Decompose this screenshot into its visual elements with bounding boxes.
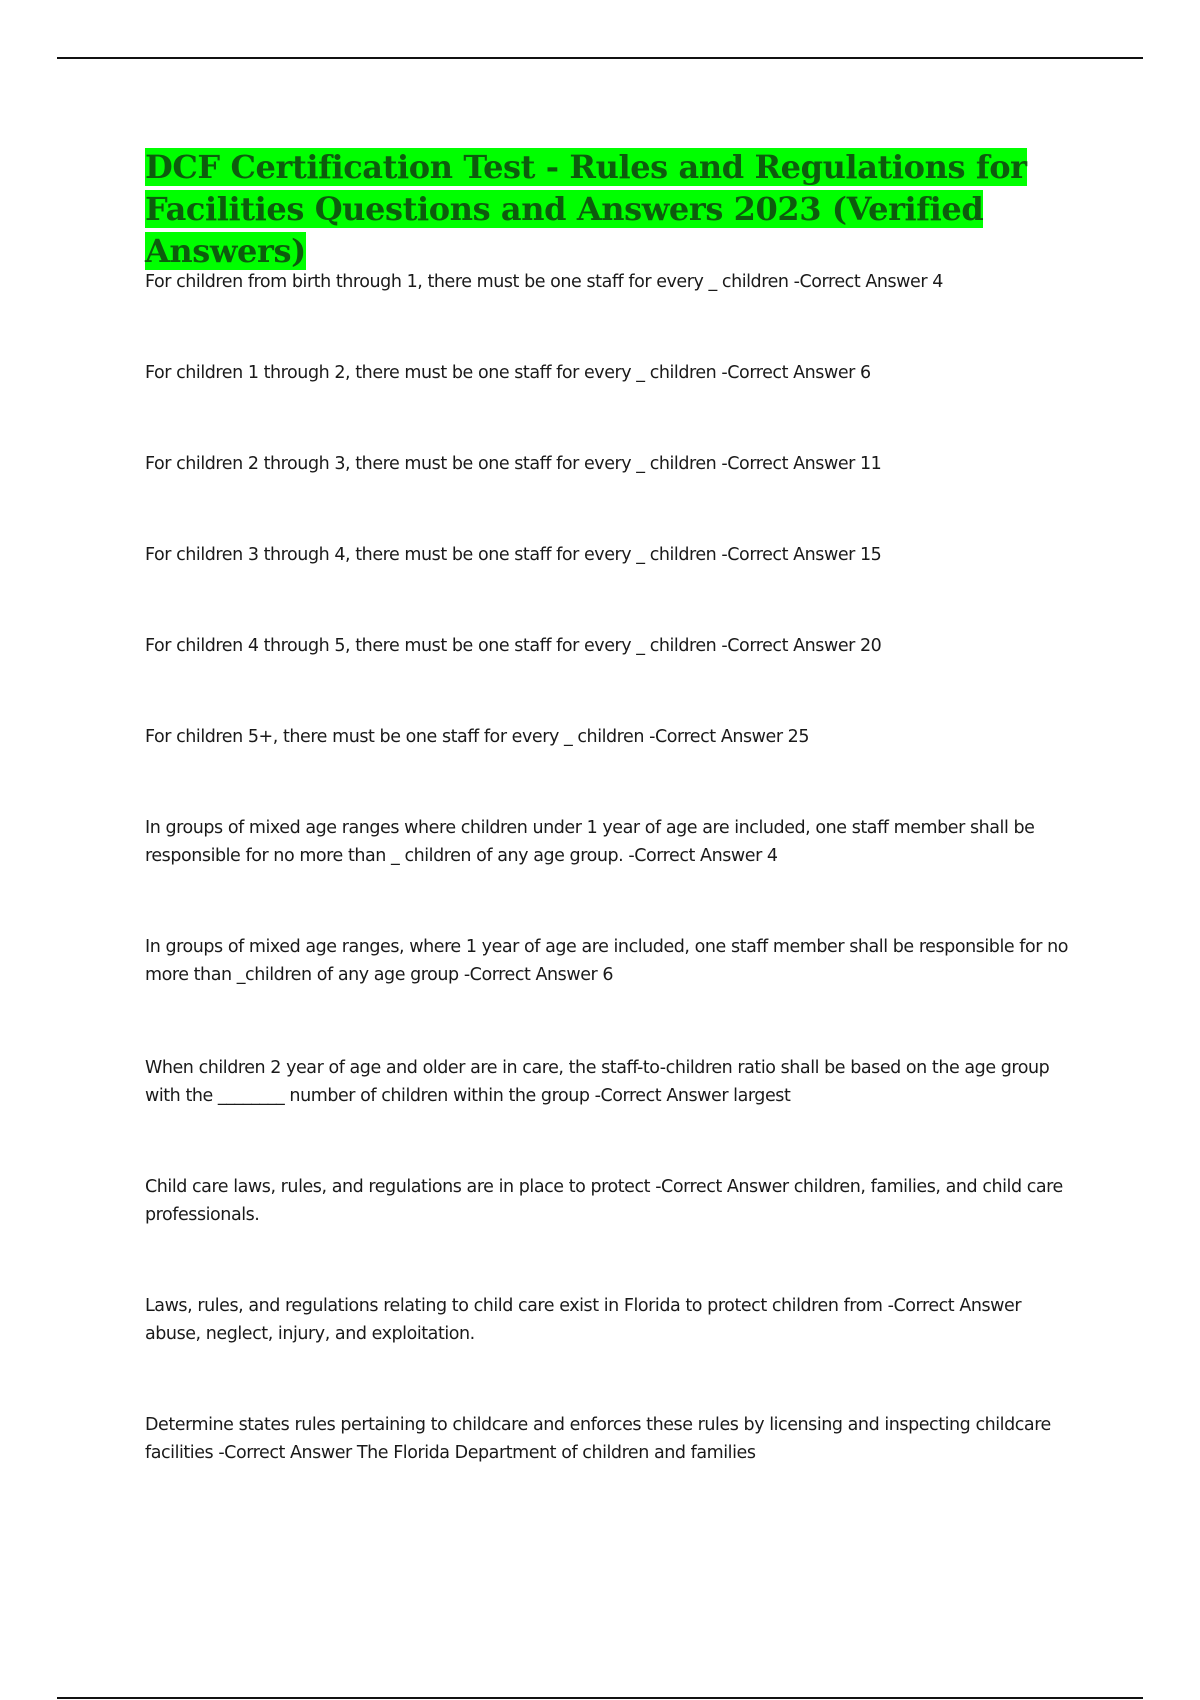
title-highlight: DCF Certification Test - Rules and Regulations for Facilities Questions and Answers 2023 (Verified Answers)	[145, 148, 1027, 270]
qa-item: Laws, rules, and regulations relating to child care exist in Florida to protect children from -Correct Answer abuse, neglect, injury, and exploitation.	[145, 1296, 1022, 1344]
qa-item: For children 3 through 4, there must be one staff for every _ children -Correct Answer 15	[145, 545, 882, 565]
bottom-divider	[57, 1697, 1143, 1699]
qa-item: When children 2 year of age and older are in care, the staff-to-children ratio shall be based on the age group with the ________ number of children within the group -Correct Answer largest	[145, 1058, 1050, 1106]
qa-item: Determine states rules pertaining to childcare and enforces these rules by licensing and inspecting childcare facilities -Correct Answer The Florida Department of children and families	[145, 1415, 1051, 1463]
qa-item: For children from birth through 1, there must be one staff for every _ children -Correct Answer 4	[145, 272, 943, 292]
qa-item: For children 4 through 5, there must be one staff for every _ children -Correct Answer 20	[145, 636, 882, 656]
qa-item: For children 2 through 3, there must be one staff for every _ children -Correct Answer 11	[145, 454, 882, 474]
qa-item: For children 5+, there must be one staff for every _ children -Correct Answer 25	[145, 727, 810, 747]
qa-item: In groups of mixed age ranges where children under 1 year of age are included, one staff member shall be responsible for no more than _ children of any age group. -Correct Answer 4	[145, 818, 1035, 866]
top-divider	[57, 57, 1143, 59]
qa-item: For children 1 through 2, there must be one staff for every _ children -Correct Answer 6	[145, 363, 871, 383]
document-body	[145, 146, 1080, 1467]
qa-item: In groups of mixed age ranges, where 1 year of age are included, one staff member shall be responsible for no more than _children of any age group -Correct Answer 6	[145, 937, 1069, 985]
qa-list	[145, 268, 1080, 1467]
document-title	[145, 146, 1080, 272]
qa-item: Child care laws, rules, and regulations are in place to protect -Correct Answer children, families, and child care professionals.	[145, 1177, 1063, 1225]
